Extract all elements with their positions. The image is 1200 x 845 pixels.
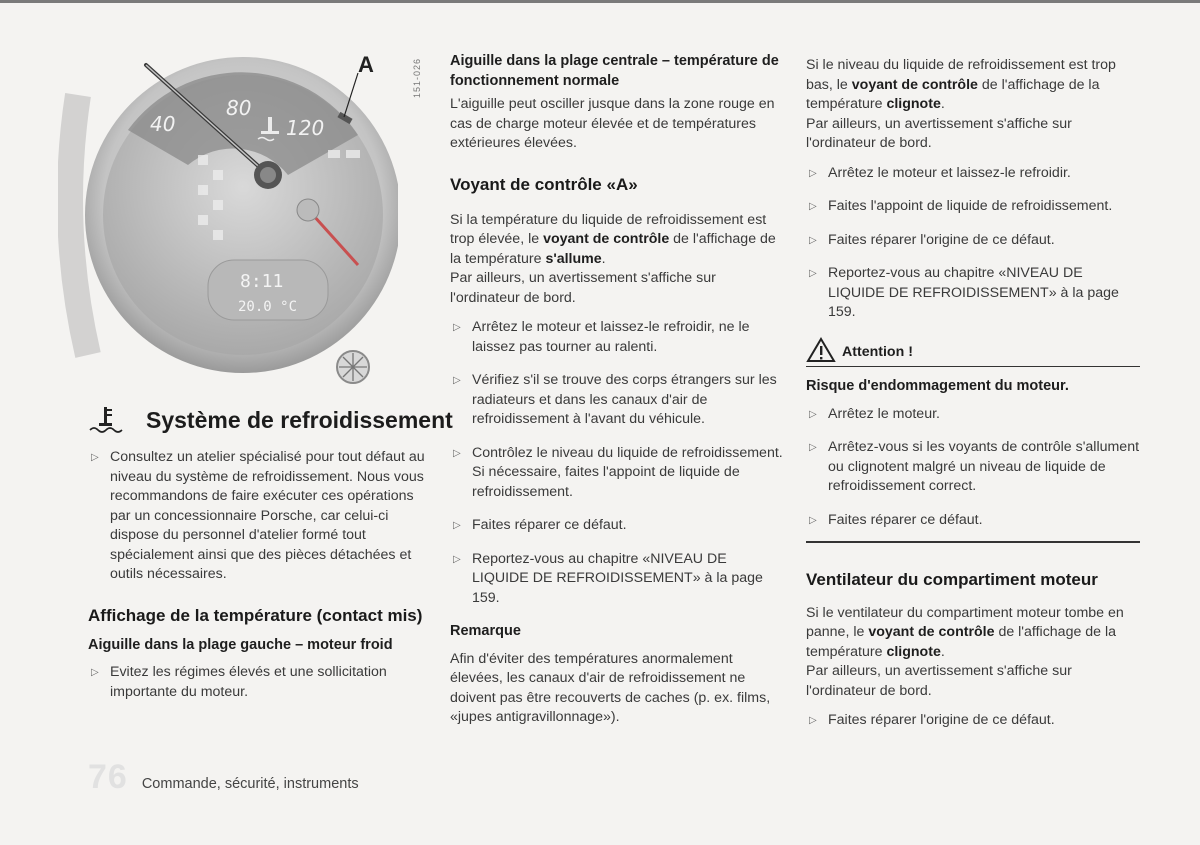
gauge-tick-40: 40 [150, 112, 176, 136]
paragraph-low-level: Si le niveau du liquide de refroidissement est trop bas, le voyant de contrôle de l'affichage de la température clignote. [806, 57, 1116, 112]
bullet-icon: ▷ [453, 375, 461, 386]
list-item-text: Faites réparer ce défaut. [472, 517, 627, 533]
list-item [806, 711, 1140, 731]
paragraph-onboard-warning: Par ailleurs, un avertissement s'affiche sur l'ordinateur de bord. [806, 115, 1072, 151]
warning-triangle-icon [806, 337, 836, 363]
bullet-icon: ▷ [809, 167, 817, 179]
heading-engine-damage: Risque d'endommagement du moteur. [806, 378, 1069, 394]
bullet-icon: ▷ [809, 514, 817, 526]
list-item [806, 164, 1140, 184]
footer-section: Commande, sécurité, instruments [141, 776, 359, 792]
attention-label: Attention ! [842, 344, 913, 360]
paragraph-warning-light: Si la température du liquide de refroidissement est trop élevée, le voyant de contrôle de l'affichage de la température s'allume. [450, 211, 776, 267]
bullet-icon: ▷ [453, 553, 461, 565]
list-item-text: Arrêtez-vous si les voyants de contrôle s'allument ou clignotent malgré un niveau de liquide de refroidissement correct. [828, 439, 1140, 494]
top-rule [0, 0, 1200, 3]
list-item-text: Vérifiez s'il se trouve des corps étrangers sur les radiateurs et dans les canaux d'air de refroidissement à l'avant du véhicule. [472, 372, 777, 427]
list-item-text: Evitez les régimes élevés et une sollicitation importante du moteur. [110, 664, 387, 700]
bullet-icon: ▷ [809, 715, 817, 726]
gauge-tick-80: 80 [226, 96, 252, 120]
list-item [450, 516, 785, 536]
list-item-text: Reportez-vous au chapitre «NIVEAU DE LIQUIDE DE REFROIDISSEMENT» à la page 159. [828, 265, 1119, 320]
list-item [450, 371, 785, 430]
bullet-icon: ▷ [91, 452, 99, 463]
paragraph-central: L'aiguille peut osciller jusque dans la zone rouge en cas de charge moteur élevée et de températures extérieures élevées. [450, 96, 775, 151]
list-item-text: Consultez un atelier spécialisé pour tout défaut au niveau du système de refroidissement. Nous vous recommandons de faire exécuter ces opérations par un concessionnaire Porsche, car celui-ci dispose du personnel d'atelier formé tout spécialement ainsi que des pièces détachées et outils nécessaires. [110, 449, 425, 582]
list-item-text: Faites réparer ce défaut. [828, 511, 983, 528]
list-item [88, 448, 428, 585]
bullet-icon: ▷ [91, 667, 99, 678]
bullet-icon: ▷ [809, 234, 817, 246]
page-footer [88, 758, 359, 797]
list-item [806, 231, 1140, 251]
gauge-tick-120: 120 [286, 116, 325, 140]
divider [806, 366, 1140, 368]
figure-code: 151-026 [412, 58, 422, 99]
list-item-text: Reportez-vous au chapitre «NIVEAU DE LIQUIDE DE REFROIDISSEMENT» à la page 159. [472, 550, 763, 606]
list-item [450, 444, 785, 503]
bullet-icon: ▷ [809, 268, 817, 279]
coolant-temperature-icon [88, 405, 124, 435]
list-item [806, 197, 1140, 217]
right-column [806, 56, 1140, 731]
bullet-icon: ▷ [809, 408, 817, 420]
list-item [806, 405, 1140, 425]
bullet-icon: ▷ [453, 322, 461, 333]
callout-label-a: A [358, 52, 374, 77]
bullet-icon: ▷ [453, 447, 461, 459]
paragraph-onboard-warning: Par ailleurs, un avertissement s'affiche sur l'ordinateur de bord. [450, 270, 716, 306]
heading-temperature-display: Affichage de la température (contact mis) [88, 605, 423, 625]
heading-needle-central: Aiguille dans la plage centrale – température de fonctionnement normale [450, 53, 779, 89]
heading-needle-left: Aiguille dans la plage gauche – moteur froid [88, 636, 393, 653]
list-item [806, 511, 1140, 531]
bullet-icon: ▷ [453, 520, 461, 531]
list-item-text: Faites réparer l'origine de ce défaut. [828, 712, 1055, 728]
list-item-text: Contrôlez le niveau du liquide de refroidissement. Si nécessaire, faites l'appoint de liquide de refroidissement. [472, 444, 783, 500]
list-item [450, 550, 785, 609]
list-item-text: Arrêtez le moteur et laissez-le refroidir, ne le laissez pas tourner au ralenti. [472, 319, 750, 355]
left-column [88, 448, 428, 702]
section-title [88, 405, 453, 435]
divider [806, 541, 1140, 543]
coolant-gauge-figure [58, 55, 398, 395]
display-line-temp: 20.0 °C [238, 299, 298, 315]
page-number: 76 [88, 758, 128, 796]
paragraph-onboard-warning: Par ailleurs, un avertissement s'affiche sur l'ordinateur de bord. [806, 663, 1072, 699]
heading-remark: Remarque [450, 623, 521, 639]
list-item-text: Arrêtez le moteur et laissez-le refroidir. [828, 164, 1071, 181]
heading-engine-fan: Ventilateur du compartiment moteur [806, 569, 1098, 589]
attention-box [806, 337, 1140, 363]
list-item [450, 318, 785, 357]
list-item [88, 663, 428, 702]
display-line-time: 8:11 [240, 271, 284, 292]
list-item [806, 264, 1140, 323]
paragraph-remark: Afin d'éviter des températures anormalement élevées, les canaux d'air de refroidissement ne doivent pas être recouverts de caches (p. ex. films, «jupes antigravillonnage»). [450, 650, 771, 725]
list-item-text: Faites réparer l'origine de ce défaut. [828, 231, 1055, 248]
bullet-icon: ▷ [809, 201, 817, 212]
section-title-text: Système de refroidissement [146, 406, 453, 433]
heading-warning-light: Voyant de contrôle «A» [450, 174, 638, 194]
paragraph-fan: Si le ventilateur du compartiment moteur tombe en panne, le voyant de contrôle de l'affichage de la température clignote. [806, 604, 1124, 660]
bullet-icon: ▷ [809, 442, 817, 453]
middle-column [450, 52, 785, 728]
list-item [806, 438, 1140, 497]
list-item-text: Faites l'appoint de liquide de refroidissement. [828, 198, 1113, 214]
list-item-text: Arrêtez le moteur. [828, 405, 940, 422]
